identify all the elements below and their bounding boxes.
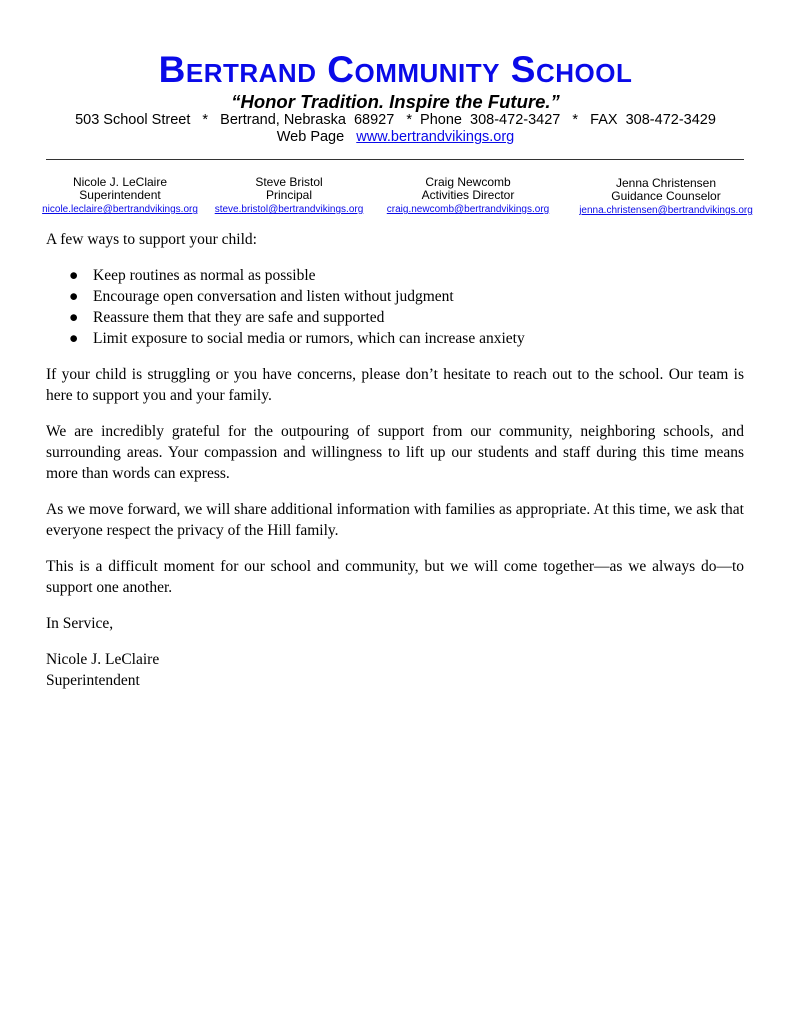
paragraph: If your child is struggling or you have concerns, please don’t hesitate to reach out to the school. Our team is here to support you and your family. bbox=[46, 366, 744, 404]
signer-name: Nicole J. LeClaire bbox=[46, 651, 160, 668]
staff-superintendent bbox=[25, 176, 215, 216]
tagline: “Honor Tradition. Inspire the Future.” bbox=[231, 91, 560, 112]
staff-name: Jenna Christensen bbox=[615, 176, 717, 190]
bullet-icon: ● bbox=[69, 267, 79, 284]
staff-email-link[interactable]: steve.bristol@bertrandvikings.org bbox=[214, 204, 364, 215]
staff-name: Nicole J. LeClaire bbox=[72, 175, 168, 189]
paragraph: This is a difficult moment for our school and community, but we will come together—as we always do—to support one another. bbox=[46, 558, 744, 596]
staff-name: Craig Newcomb bbox=[425, 175, 511, 189]
staff-guidance-counselor bbox=[571, 177, 761, 217]
address-line: 503 School Street * Bertrand, Nebraska 68927 * Phone 308-472-3427 * FAX 308-472-3429 bbox=[75, 112, 716, 128]
list-item-text: Reassure them that they are safe and supported bbox=[93, 309, 385, 326]
staff-name: Steve Bristol bbox=[255, 175, 323, 189]
staff-principal bbox=[194, 176, 384, 216]
bullet-icon: ● bbox=[69, 330, 79, 347]
staff-email-link[interactable]: nicole.leclaire@bertrandvikings.org bbox=[42, 204, 198, 215]
signer-title: Superintendent bbox=[46, 672, 140, 689]
staff-activities-director bbox=[373, 176, 563, 216]
bullet-icon: ● bbox=[69, 288, 79, 305]
list-item bbox=[69, 307, 744, 328]
paragraph: We are incredibly grateful for the outpouring of support from our community, neighboring schools, and surrounding areas. Your compassion and willingness to lift up our students and staff during this time means more than words can express. bbox=[46, 423, 744, 482]
web-label: Web Page bbox=[276, 129, 353, 145]
school-title: Bertrand Community School bbox=[158, 49, 633, 90]
list-item bbox=[69, 328, 744, 349]
letter-body bbox=[46, 229, 744, 706]
staff-role: Principal bbox=[265, 188, 313, 202]
bullet-icon: ● bbox=[69, 309, 79, 326]
website-link[interactable]: www.bertrandvikings.org bbox=[356, 129, 515, 145]
closing: In Service, bbox=[46, 615, 114, 632]
list-item bbox=[69, 265, 744, 286]
signature-block bbox=[46, 649, 744, 691]
staff-role: Activities Director bbox=[421, 188, 515, 202]
list-item bbox=[69, 286, 744, 307]
paragraph: As we move forward, we will share additional information with families as appropriate. At this time, we ask that everyone respect the privacy of the Hill family. bbox=[46, 501, 744, 539]
list-item-text: Limit exposure to social media or rumors, which can increase anxiety bbox=[93, 330, 525, 347]
support-list bbox=[46, 265, 744, 349]
list-item-text: Encourage open conversation and listen without judgment bbox=[93, 288, 454, 305]
staff-email-link[interactable]: jenna.christensen@bertrandvikings.org bbox=[579, 205, 753, 216]
header-divider bbox=[46, 159, 744, 160]
list-item-text: Keep routines as normal as possible bbox=[93, 267, 316, 284]
staff-email-link[interactable]: craig.newcomb@bertrandvikings.org bbox=[386, 204, 550, 215]
staff-role: Guidance Counselor bbox=[611, 189, 721, 203]
web-page-line bbox=[0, 128, 791, 146]
staff-role: Superintendent bbox=[79, 188, 161, 202]
intro-text: A few ways to support your child: bbox=[46, 231, 257, 248]
